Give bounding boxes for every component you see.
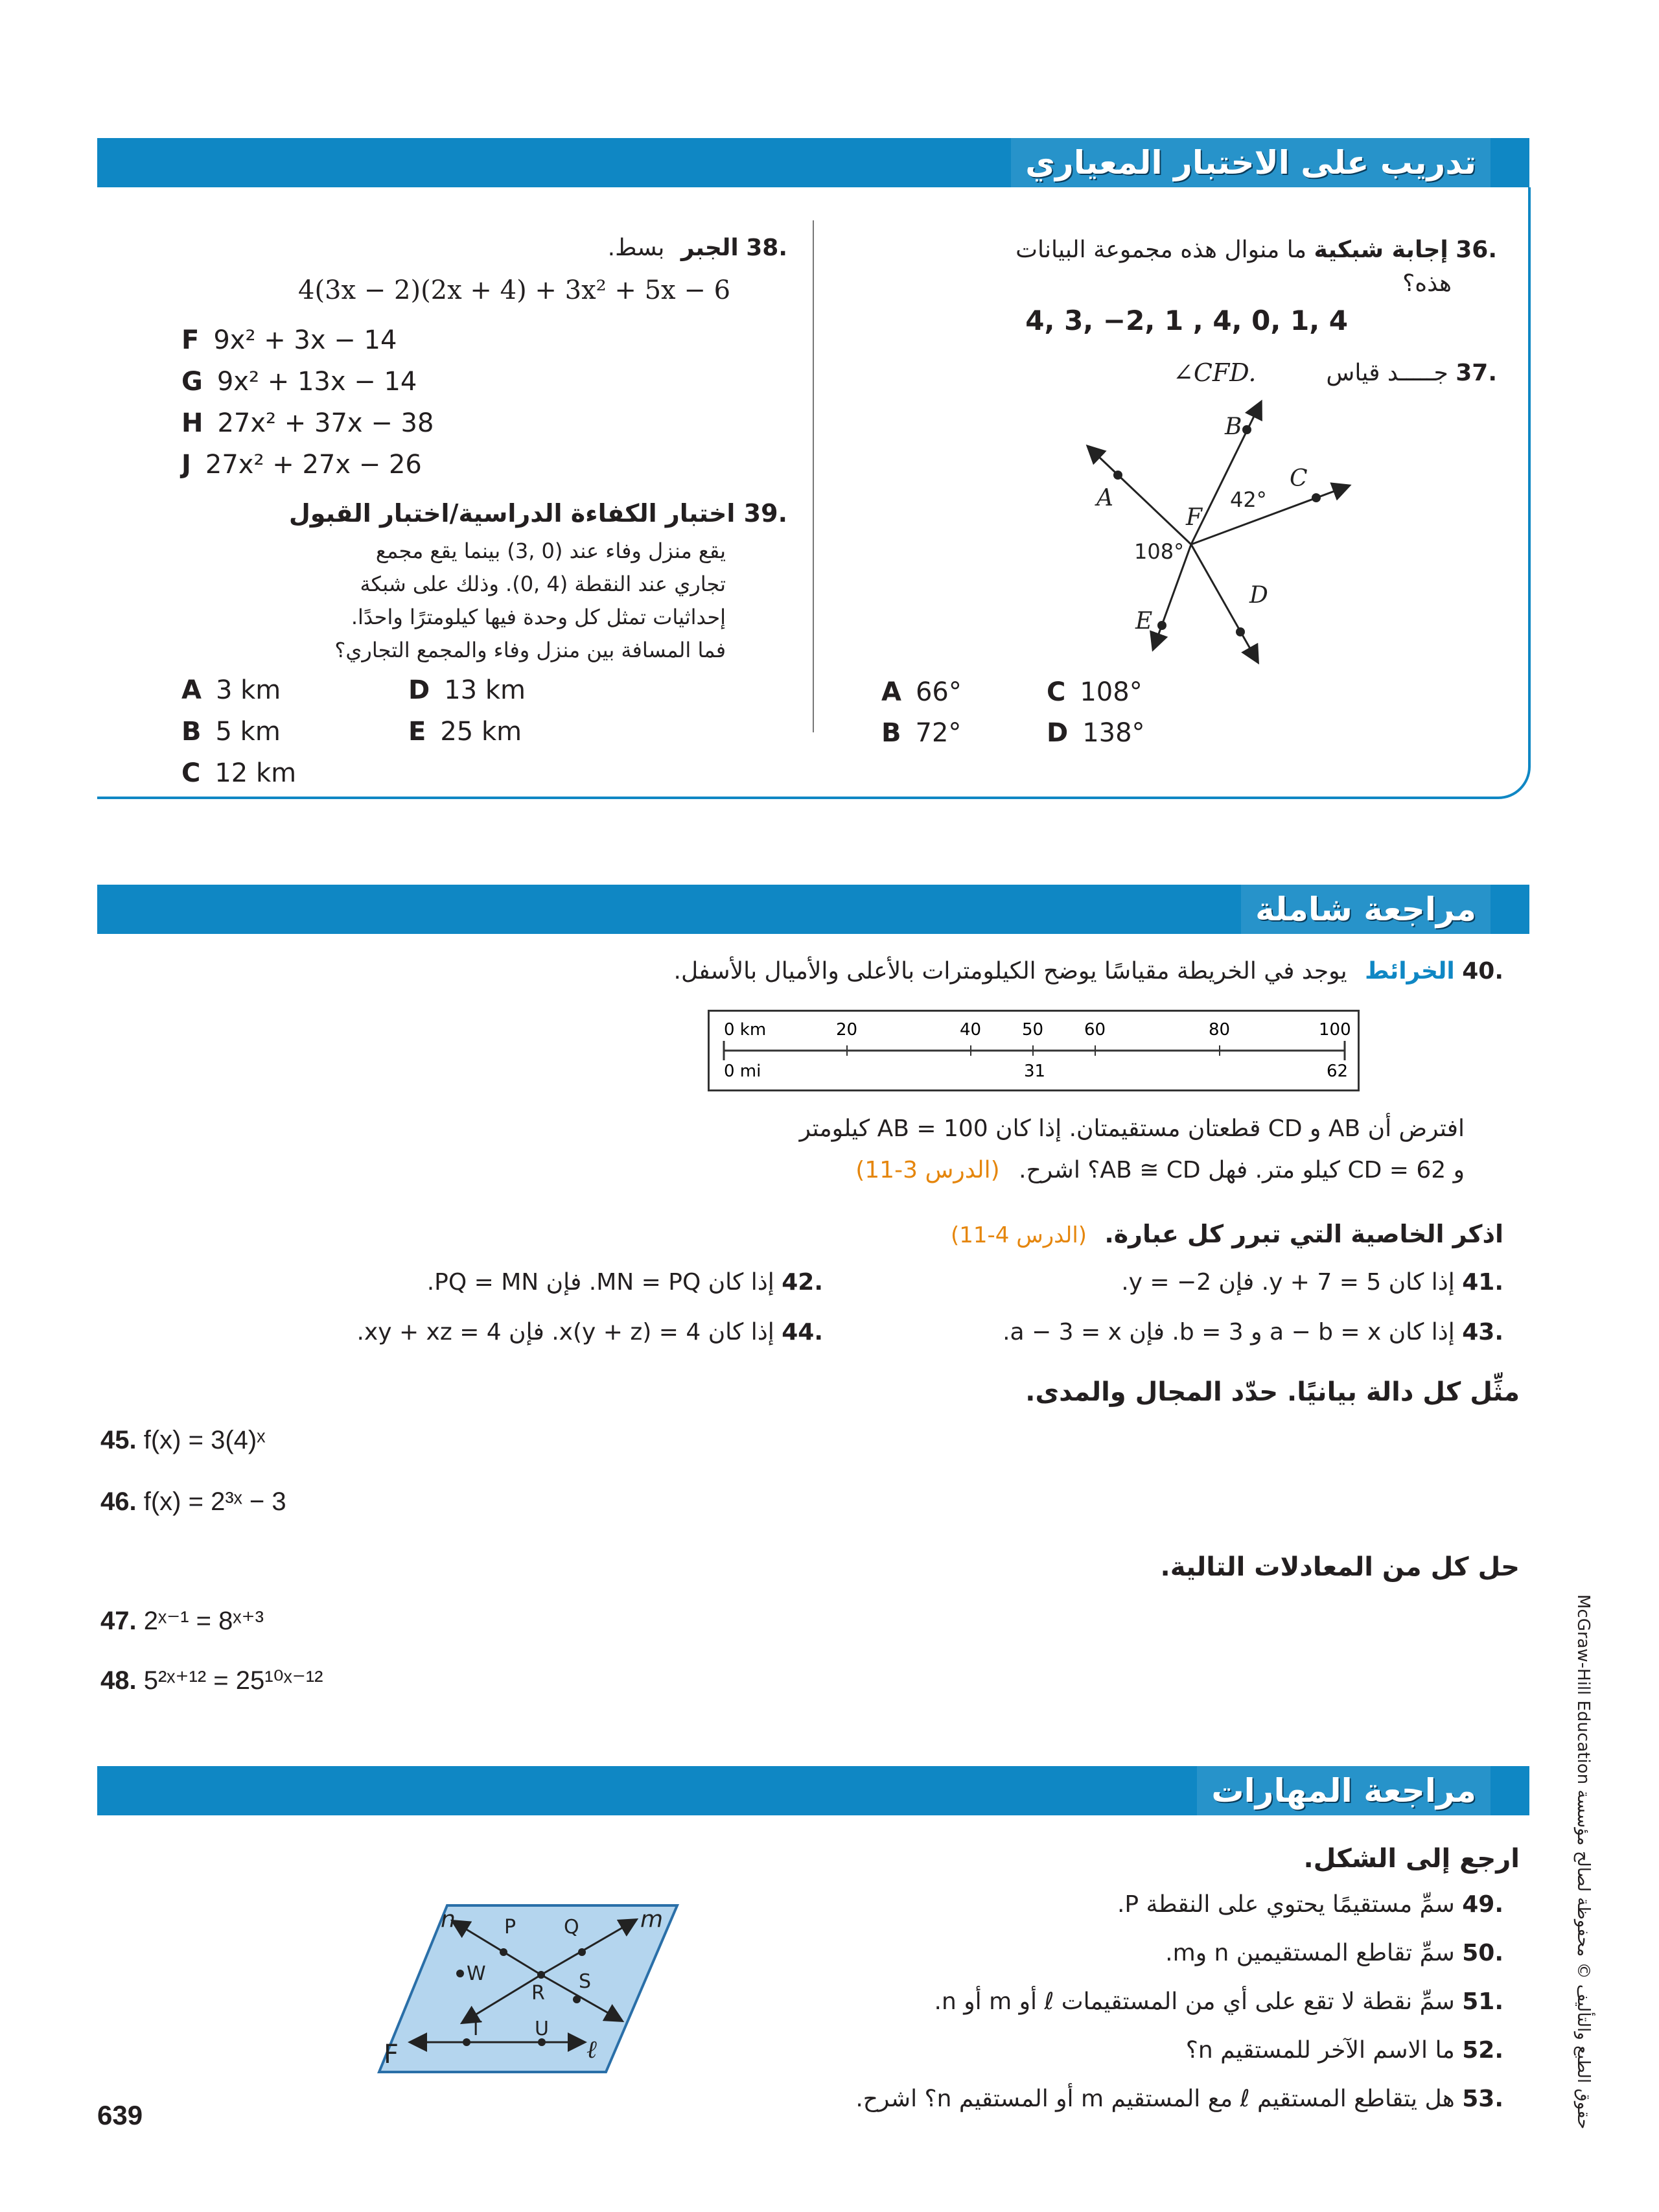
q40-line-2: و CD = 62 كيلو متر. فهل AB ≅ CD؟ اشرح. (الدرس 3-11) [855, 1157, 1465, 1183]
page-number: 639 [97, 2100, 143, 2130]
q38-choice-g[interactable]: G 9x² + 13x − 14 [181, 367, 417, 397]
q39-line-3: إحداثيات تمثل كل وحدة فيها كيلومترًا واحدًا. [351, 605, 726, 629]
question-text: ما منوال هذه مجموعة البيانات [1015, 237, 1307, 263]
point-p [500, 1948, 507, 1956]
q37-choice-b[interactable]: B 72° [881, 718, 962, 748]
q40-line-1: افترض أن AB و CD قطعتان مستقيمتان. إذا كان AB = 100 كيلومتر [799, 1115, 1465, 1142]
section-title: مراجعة المهارات [1197, 1766, 1491, 1815]
question-42: .42 إذا كان MN = PQ. فإن PQ = MN. [426, 1269, 823, 1296]
plane-figure [376, 1902, 687, 2077]
question-40 [674, 958, 1504, 984]
label-r: R [531, 1982, 545, 2005]
question-36 [862, 233, 1497, 301]
graphing-heading: مثِّل كل دالة بيانيًا. حدّد المجال والمدى. [1025, 1377, 1520, 1407]
question-text-2: هذه؟ [1402, 270, 1452, 297]
point-q [578, 1948, 586, 1956]
map-scale-drawing [710, 1012, 1358, 1089]
label-d: D [1249, 582, 1268, 609]
scale-mi-62: 62 [1327, 1062, 1349, 1081]
label-t: T [470, 2018, 482, 2040]
standardized-test-header [97, 138, 1529, 187]
question-label: الخرائط [1365, 958, 1455, 984]
q39-line-4: فما المسافة بين منزل وفاء والمجمع التجاري؟ [334, 638, 726, 662]
scale-mi-31: 31 [1024, 1062, 1046, 1081]
question-51: .51 سمِّ نقطة لا تقع على أي من المستقيمات ℓ أو m أو n. [934, 1988, 1503, 2015]
q40-details [428, 1108, 1465, 1191]
question-41: .41 إذا كان y + 7 = 5. فإن y = −2. [1121, 1269, 1503, 1296]
scale-mi-0: 0 mi [724, 1062, 761, 1081]
q38-choice-j[interactable]: J 27x² + 27x − 26 [181, 450, 422, 480]
q36-data-set: 4 ,1 ,0 ,4 , 1 ,2− ,3 ,4 [1025, 305, 1348, 336]
point-b [1242, 425, 1251, 434]
q37-choice-a[interactable]: A 66° [881, 677, 962, 707]
question-number: .39 [743, 499, 787, 528]
question-number: .40 [1462, 958, 1503, 984]
section-title: مراجعة شاملة [1241, 885, 1491, 934]
question-text: يوجد في الخريطة مقياسًا يوضح الكيلومترات بالأعلى والأميال بالأسفل. [673, 958, 1347, 984]
copyright-sidebar [1575, 1594, 1594, 2152]
point-s [573, 1996, 581, 2003]
q39-choice-b[interactable]: B 5 km [181, 717, 281, 747]
equations-heading: حل كل من المعادلات التالية. [1160, 1552, 1520, 1582]
question-46: 46. f(x) = 2³ˣ − 3 [100, 1487, 286, 1516]
point-e [1157, 621, 1166, 630]
scale-km-40: 40 [960, 1020, 982, 1040]
question-47: 47. 2ˣ⁻¹ = 8ˣ⁺³ [100, 1607, 264, 1635]
question-39 [289, 499, 787, 528]
point-w [456, 1970, 464, 1977]
q38-choice-h[interactable]: H 27x² + 37x − 38 [181, 408, 434, 438]
properties-heading: اذكر الخاصية التي تبرر كل عبارة. (الدرس 4-11) [950, 1220, 1503, 1248]
label-e: E [1135, 608, 1153, 634]
q39-line-1: يقع منزل وفاء عند (0 ,3) بينما يقع مجمع [375, 539, 726, 563]
question-text: جـــــد قياس [1326, 360, 1448, 386]
q39-choice-e[interactable]: E 25 km [408, 717, 522, 747]
lesson-reference: (الدرس 4-11) [950, 1222, 1087, 1248]
scale-km-50: 50 [1022, 1020, 1044, 1040]
point-a [1113, 471, 1122, 480]
label-f: F [384, 2040, 399, 2069]
question-43: .43 إذا كان a − b = x و b = 3. فإن a − 3 = x. [1003, 1319, 1503, 1345]
question-37 [1326, 360, 1497, 386]
label-u: U [535, 2018, 549, 2040]
label-p: P [504, 1916, 516, 1938]
question-number: .37 [1456, 360, 1497, 386]
skills-heading: ارجع إلى الشكل. [1303, 1844, 1520, 1874]
scale-km-20: 20 [836, 1020, 858, 1040]
point-d [1236, 627, 1245, 636]
angle-figure [1063, 395, 1361, 668]
copyright-text: McGraw-Hill Education حقوق الطبع والتأليف © محفوظة لصالح مؤسسة [1573, 1594, 1593, 2130]
question-44: .44 إذا كان x(y + z) = 4. فإن xy + xz = 4. [356, 1319, 823, 1345]
q37-choice-d[interactable]: D 138° [1047, 718, 1145, 748]
question-number: .38 [746, 235, 787, 261]
q39-line-2: تجاري عند النقطة (4 ,0). وذلك على شبكة [360, 572, 726, 596]
point-c [1312, 493, 1321, 502]
question-label: اختبار الكفاءة الدراسية/اختبار القبول [288, 499, 736, 528]
point-r [537, 1971, 545, 1979]
question-50: .50 سمِّ تقاطع المستقيمين n وm. [1165, 1940, 1503, 1966]
question-48: 48. 5²ˣ⁺¹² = 25¹⁰ˣ⁻¹² [100, 1666, 323, 1695]
scale-km-100: 100 [1319, 1020, 1351, 1040]
column-divider [813, 220, 814, 732]
question-53: .53 هل يتقاطع المستقيم ℓ مع المستقيم m أو المستقيم n؟ اشرح. [855, 2086, 1503, 2112]
q37-choice-c[interactable]: C 108° [1047, 677, 1143, 707]
q39-choice-c[interactable]: C 12 km [181, 758, 297, 788]
label-f: F [1186, 504, 1202, 531]
angle-cfd: ∠CFD. [1173, 358, 1257, 387]
q38-expression: 4(3x − 2)(2x + 4) + 3x² + 5x − 6 [298, 275, 731, 305]
scale-km-80: 80 [1209, 1020, 1231, 1040]
label-a: A [1096, 485, 1113, 511]
ray-fd [1191, 544, 1257, 661]
question-text: بسط. [607, 235, 665, 261]
scale-km-60: 60 [1084, 1020, 1106, 1040]
q39-choice-a[interactable]: A 3 km [181, 675, 281, 705]
label-108-degrees: 108° [1134, 539, 1185, 564]
spiral-review-header [97, 885, 1529, 934]
plane-f [379, 1905, 677, 2072]
label-s: S [579, 1970, 592, 1993]
q39-text [207, 535, 726, 667]
section-title: تدريب على الاختبار المعياري [1011, 138, 1491, 187]
question-label: إجابة شبكية [1314, 237, 1448, 263]
q39-choice-d[interactable]: D 13 km [408, 675, 526, 705]
question-38 [608, 235, 787, 261]
label-42-degrees: 42° [1230, 487, 1267, 512]
question-number: .36 [1456, 237, 1497, 263]
q38-choice-f[interactable]: F 9x² + 3x − 14 [181, 325, 397, 355]
question-52: .52 ما الاسم الآخر للمستقيم n؟ [1185, 2037, 1503, 2064]
label-q: Q [564, 1916, 579, 1938]
scale-km-0: 0 km [724, 1020, 767, 1040]
label-n: n [441, 1906, 456, 1933]
label-c: C [1290, 465, 1308, 492]
question-45: 45. f(x) = 3(4)ˣ [100, 1426, 266, 1454]
label-w: W [467, 1962, 486, 1985]
map-scale [708, 1010, 1360, 1091]
skills-review-header [97, 1766, 1529, 1815]
lesson-reference: (الدرس 3-11) [855, 1157, 1000, 1183]
question-49: .49 سمِّ مستقيمًا يحتوي على النقطة P. [1117, 1891, 1503, 1918]
label-l: ℓ [586, 2035, 597, 2064]
label-m: m [640, 1906, 664, 1933]
question-label: الجبر [680, 235, 739, 261]
label-b: B [1225, 413, 1242, 440]
